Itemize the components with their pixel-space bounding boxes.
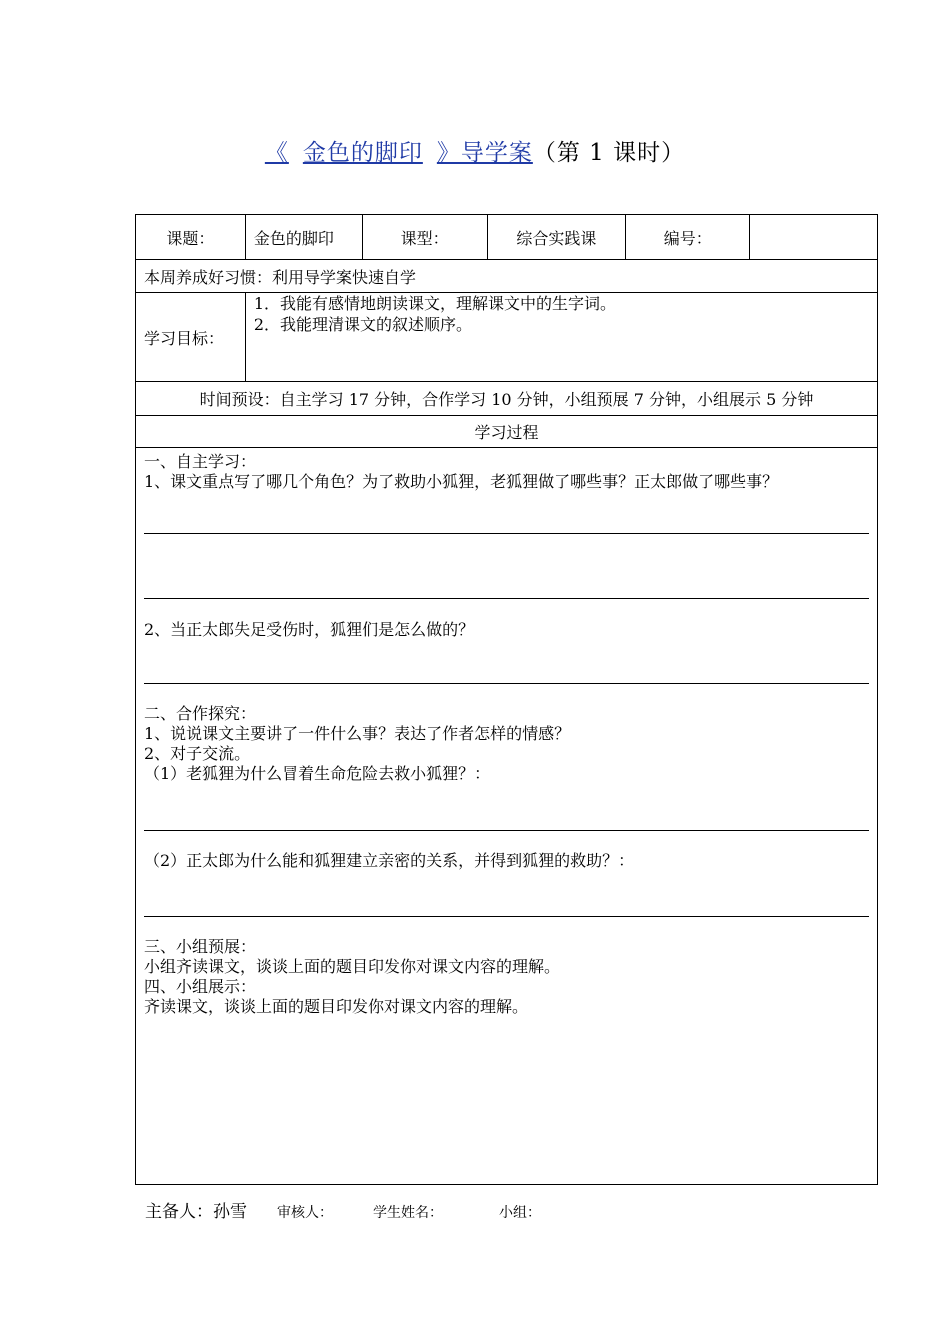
header-row: [136, 215, 878, 260]
process-body: [136, 448, 878, 1185]
preparer-label: 主备人：: [145, 1202, 213, 1222]
section-4-text: 齐读课文，谈谈上面的题目印发你对课文内容的理解。: [144, 997, 529, 1016]
group-label: 小组：: [499, 1205, 541, 1221]
study-guide-table: [135, 214, 878, 1185]
answer-line[interactable]: [144, 916, 869, 917]
habit-row: 本周养成好习惯：利用导学案快速自学: [136, 260, 878, 293]
section-3-text: 小组齐读课文，谈谈上面的题目印发你对课文内容的理解。: [144, 957, 561, 976]
answer-line[interactable]: [144, 830, 869, 831]
title-lesson: （第 1 课时）: [532, 140, 686, 166]
student-name-label: 学生姓名：: [373, 1205, 443, 1221]
goals-row: [136, 293, 878, 382]
section-2-q2: 2、对子交流。: [144, 744, 251, 763]
process-heading: 学习过程: [136, 416, 878, 448]
section-1-q2: 2、当正太郎失足受伤时，狐狸们是怎么做的？: [144, 620, 475, 639]
type-value: 综合实践课: [487, 215, 626, 260]
time-plan-row: 时间预设：自主学习 17 分钟，合作学习 10 分钟，小组预展 7 分钟，小组展示 5 分钟: [136, 382, 878, 416]
reviewer-label: 审核人：: [277, 1205, 333, 1221]
section-4-heading: 四、小组展示：: [144, 977, 257, 996]
footer: [145, 1197, 541, 1222]
section-1-heading: 一、自主学习：: [144, 452, 257, 471]
topic-value: 金色的脚印: [245, 215, 362, 260]
number-value[interactable]: [750, 215, 878, 260]
goal-item: 2．我能理清课文的叙述顺序。: [253, 315, 473, 334]
page-title: [0, 134, 950, 167]
section-2-heading: 二、合作探究：: [144, 704, 257, 723]
topic-label: 课题：: [136, 215, 246, 260]
answer-line[interactable]: [144, 683, 869, 684]
answer-line[interactable]: [144, 598, 869, 599]
section-2-q1: 1、说说课文主要讲了一件什么事？表达了作者怎样的情感？: [144, 724, 571, 743]
title-link[interactable]: 《 金色的脚印 》导学案: [264, 140, 533, 166]
number-label: 编号：: [626, 215, 750, 260]
section-1-q1: 1、课文重点写了哪几个角色？为了救助小狐狸，老狐狸做了哪些事？正太郎做了哪些事？: [144, 472, 779, 491]
answer-line[interactable]: [144, 533, 869, 534]
section-2-q2a: （1）老狐狸为什么冒着生命危险去救小狐狸？：: [144, 764, 491, 783]
section-3-heading: 三、小组预展：: [144, 937, 257, 956]
preparer-name: 孙雪: [213, 1202, 247, 1222]
goal-item: 1．我能有感情地朗读课文，理解课文中的生字词。: [253, 294, 617, 313]
goals-label: 学习目标：: [136, 293, 246, 382]
type-label: 课型：: [362, 215, 487, 260]
section-2-q2b: （2）正太郎为什么能和狐狸建立亲密的关系，并得到狐狸的救助？：: [144, 851, 635, 870]
